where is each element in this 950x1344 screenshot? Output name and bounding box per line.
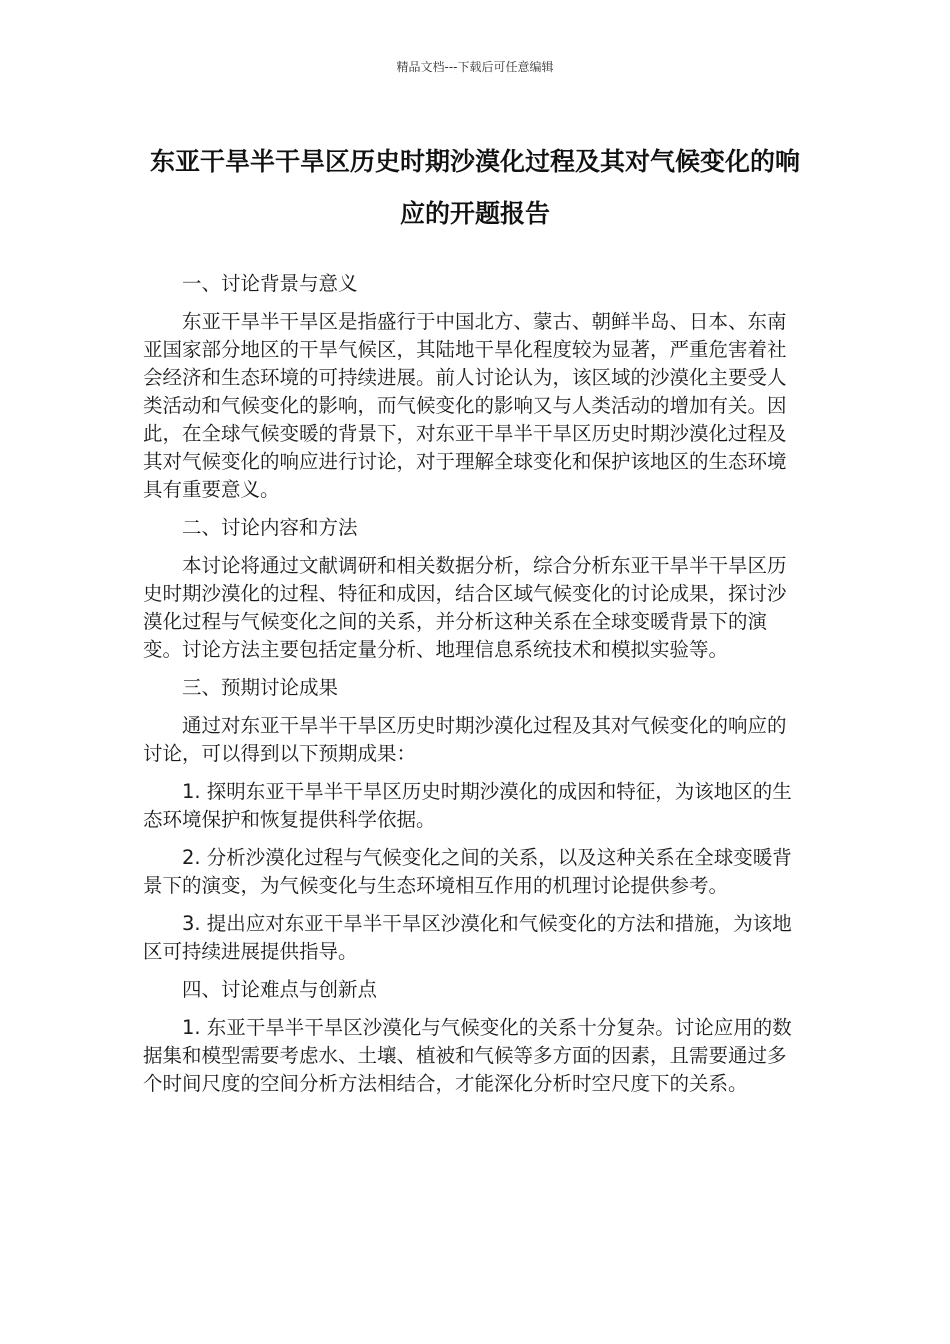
list-item-expected-result-2: 2. 分析沙漠化过程与气候变化之间的关系，以及这种关系在全球变暖背景下的演变，为气候变化与生态环境相互作用的机理讨论提供参考。	[143, 846, 792, 897]
paragraph-background: 东亚干旱半干旱区是指盛行于中国北方、蒙古、朝鲜半岛、日本、东南亚国家部分地区的干旱气候区，其陆地干旱化程度较为显著，严重危害着社会经济和生态环境的可持续进展。前人讨论认为，该区域的沙漠化主要受人类活动和气候变化的影响，而气候变化的影响又与人类活动的增加有关。因此，在全球气候变暖的背景下，对东亚干旱半干旱区历史时期沙漠化过程及其对气候变化的响应进行讨论，对于理解全球变化和保护该地区的生态环境具有重要意义。	[143, 310, 787, 501]
section-heading-expected-results: 三、预期讨论成果	[182, 676, 339, 699]
page-header-watermark: 精品文档---下载后可任意编辑	[396, 60, 554, 74]
document-title: 东亚干旱半干旱区历史时期沙漠化过程及其对气候变化的响应的开题报告	[149, 147, 800, 228]
paragraph-content-methods: 本讨论将通过文献调研和相关数据分析，综合分析东亚干旱半干旱区历史时期沙漠化的过程、特征和成因，结合区域气候变化的讨论成果，探讨沙漠化过程与气候变化之间的关系，并分析这种关系在全球变暖背景下的演变。讨论方法主要包括定量分析、地理信息系统技术和模拟实验等。	[143, 554, 787, 661]
list-item-expected-result-3: 3. 提出应对东亚干旱半干旱区沙漠化和气候变化的方法和措施，为该地区可持续进展提供指导。	[143, 912, 792, 963]
list-item-difficulty-1: 1. 东亚干旱半干旱区沙漠化与气候变化的关系十分复杂。讨论应用的数据集和模型需要考虑水、土壤、植被和气候等多方面的因素，且需要通过多个时间尺度的空间分析方法相结合，才能深化分析时空尺度下的关系。	[143, 1016, 792, 1095]
section-heading-content-methods: 二、讨论内容和方法	[182, 516, 358, 539]
document-body	[143, 270, 799, 1108]
section-heading-difficulties-innovations: 四、讨论难点与创新点	[182, 978, 378, 1001]
list-item-expected-result-1: 1. 探明东亚干旱半干旱区历史时期沙漠化的成因和特征，为该地区的生态环境保护和恢复提供科学依据。	[143, 780, 792, 831]
section-heading-background: 一、讨论背景与意义	[182, 272, 358, 295]
paragraph-expected-results-intro: 通过对东亚干旱半干旱区历史时期沙漠化过程及其对气候变化的响应的讨论，可以得到以下预期成果：	[143, 714, 787, 765]
